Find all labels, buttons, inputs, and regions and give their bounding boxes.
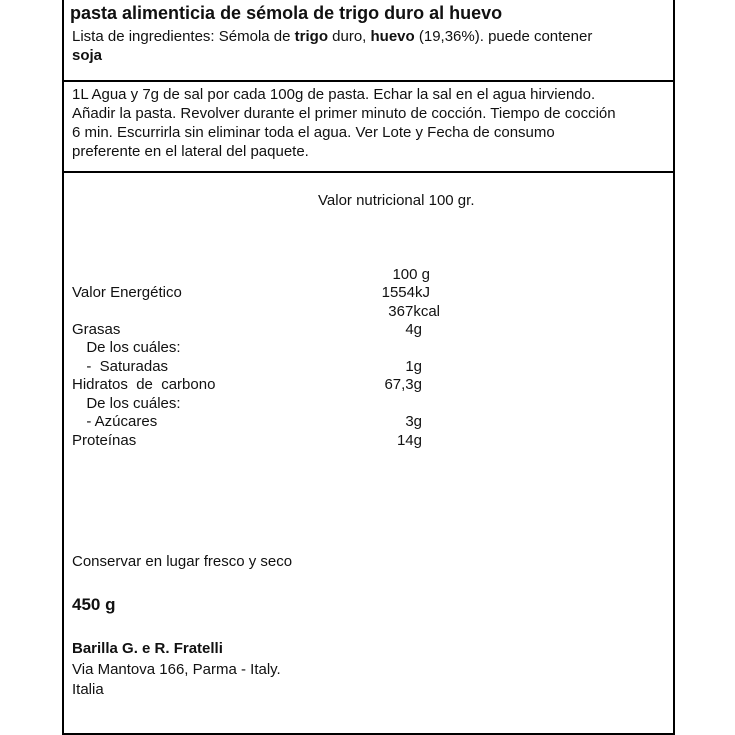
instructions-line-1: 1L Agua y 7g de sal por cada 100g de pasta. Echar la sal en el agua hirviendo. [72,86,596,103]
nutrition-row-value: 1554kJ [381,284,430,301]
net-weight: 450 g [72,595,116,614]
product-title: pasta alimenticia de sémola de trigo duro al huevo [70,3,503,23]
nutrition-row-value: 367kcal [388,303,440,320]
instructions-line-3: 6 min. Escurrirla sin eliminar toda el agua. Ver Lote y Fecha de consumo [72,124,555,141]
allergen-trigo: trigo [294,28,328,45]
nutrition-row-label: Proteínas [72,432,137,449]
instructions-line-2: Añadir la pasta. Revolver durante el primer minuto de cocción. Tiempo de cocción [72,105,616,122]
nutrition-column-header: 100 g [392,266,430,283]
nutrition-row-value: 4g [405,321,422,338]
nutrition-heading: Valor nutricional 100 gr. [318,192,475,209]
nutrition-row-label: - Saturadas [78,358,169,375]
nutrition-row-value: 14g [396,432,422,449]
ingredients-mid1: duro, [327,28,371,45]
instructions-line-4: preferente en el lateral del paquete. [72,143,309,160]
nutrition-row-value: 3g [405,413,422,430]
nutrition-row-label: Valor Energético [72,284,182,301]
storage-instructions: Conservar en lugar fresco y seco [72,553,293,570]
nutrition-row-label: Hidratos de carbono [72,376,216,393]
ingredients-mid2: (19,36%). puede contener [414,28,593,45]
nutrition-row-value: 1g [405,358,422,375]
ingredients-line-1 [72,28,592,46]
allergen-soja: soja [72,47,103,64]
manufacturer-address: Via Mantova 166, Parma - Italy. [72,661,281,678]
manufacturer-country: Italia [72,681,104,698]
divider-mid [62,171,675,173]
divider-top [62,80,675,82]
allergen-huevo: huevo [370,28,415,45]
ingredients-prefix: Lista de ingredientes: Sémola de [72,28,295,45]
nutrition-row-label: - Azúcares [78,413,158,430]
nutrition-row-label: Grasas [72,321,121,338]
nutrition-row-value: 67,3g [384,376,422,393]
nutrition-row-label: De los cuáles: [78,339,181,356]
nutrition-row-label: De los cuáles: [78,395,181,412]
manufacturer-name: Barilla G. e R. Fratelli [72,640,223,657]
